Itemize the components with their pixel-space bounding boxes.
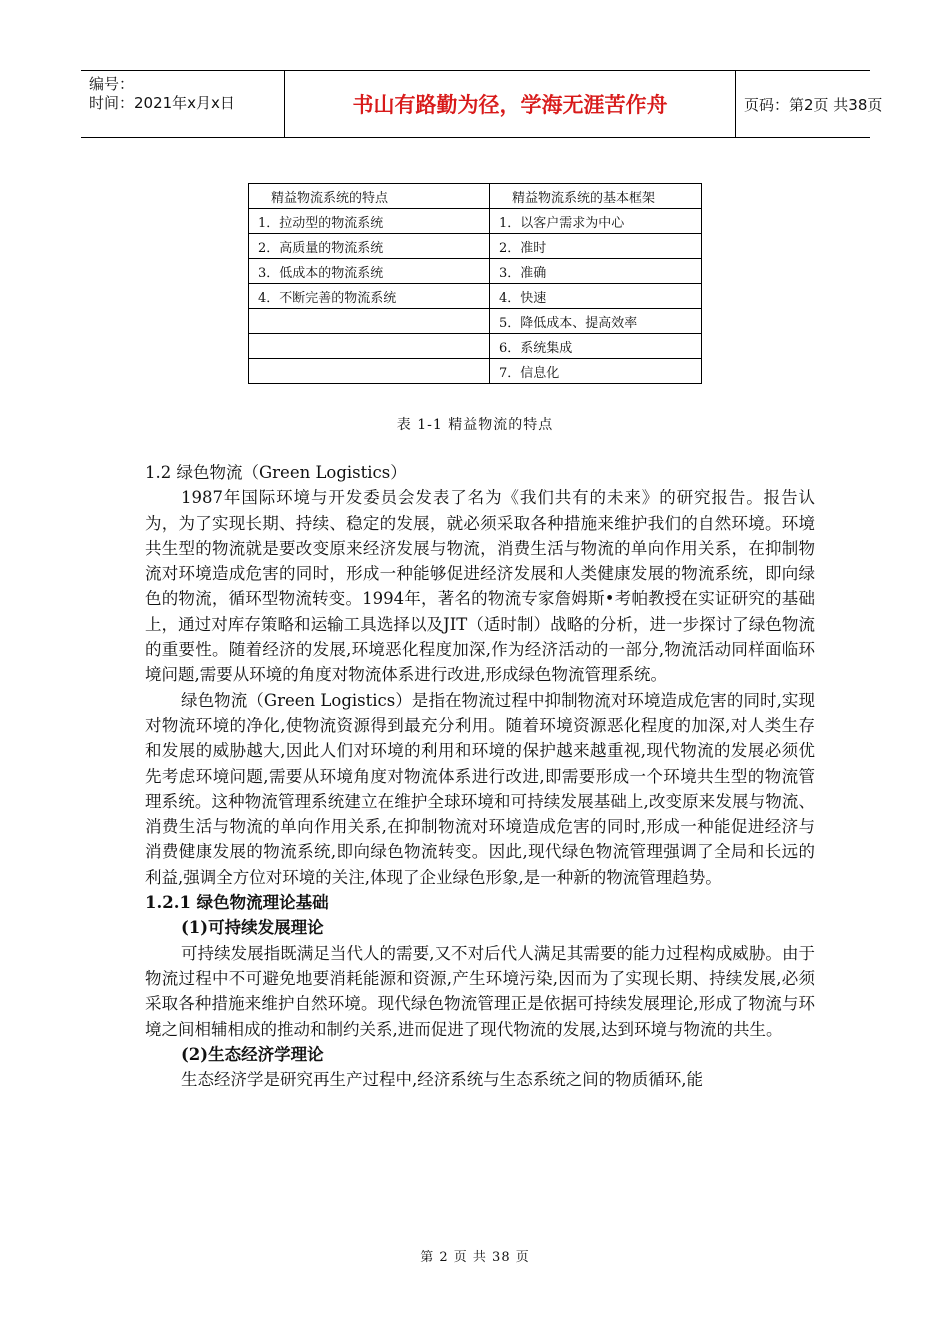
paragraph: 可持续发展指既满足当代人的需要,又不对后代人满足其需要的能力过程构成威胁。由于物流过程中不可避免地要消耗能源和资源,产生环境污染,因而为了实现长期、持续发展,必须采取各种措施来维护自然环境。现代绿色物流管理正是依据可持续发展理论,形成了物流与环境之间相辅相成的推动和制约关系,进而促进了现代物流的发展,达到环境与物流的共生。 — [145, 943, 815, 1039]
document-number-label: 编号： — [89, 75, 135, 93]
table-row — [249, 209, 702, 234]
table-row — [249, 234, 702, 259]
table-cell: 6．系统集成 — [490, 334, 702, 359]
header-page-info: 页码：第2页 共38页 — [744, 95, 883, 114]
body-text — [145, 460, 815, 1092]
table-row — [249, 334, 702, 359]
table-cell — [249, 309, 490, 334]
page-header — [81, 70, 883, 138]
table-cell — [249, 359, 490, 384]
paragraph: 1987年国际环境与开发委员会发表了名为《我们共有的未来》的研究报告。报告认为，为了实现长期、持续、稳定的发展，就必须采取各种措施来维护我们的自然环境。环境共生型的物流就是要改变原来经济发展与物流，消费生活与物流的单向作用关系，在抑制物流对环境造成危害的同时，形成一种能够促进经济发展和人类健康发展的物流系统，即向绿色的物流，循环型物流转变。1994年，著名的物流专家詹姆斯•考帕教授在实证研究的基础上，通过对库存策略和运输工具选择以及JIT（适时制）战略的分析，进一步探讨了绿色物流的重要性。随着经济的发展,环境恶化程度加深,作为经济活动的一部分,物流活动同样面临环境问题,需要从环境的角度对物流体系进行改进,形成绿色物流管理系统。 — [145, 488, 815, 685]
table-cell: 1．拉动型的物流系统 — [249, 209, 490, 234]
table-header-cell: 精益物流系统的基本框架 — [490, 184, 702, 209]
subsection-title: 1.2.1 绿色物流理论基础 — [145, 893, 329, 913]
paragraph: 绿色物流（Green Logistics）是指在物流过程中抑制物流对环境造成危害的同时,实现对物流环境的净化,使物流资源得到最充分利用。随着环境资源恶化程度的加深,对人类生存和发展的威胁越大,因此人们对环境的利用和环境的保护越来越重视,现代物流的发展必须优先考虑环境问题,需要从环境角度对物流体系进行改进,即需要形成一个环境共生型的物流管理系统。这种物流管理系统建立在维护全球环境和可持续发展基础上,改变原来发展与物流、消费生活与物流的单向作用关系,在抑制物流对环境造成危害的同时,形成一种能促进经济与消费健康发展的物流系统,即向绿色物流转变。因此,现代绿色物流管理强调了全局和长远的利益,强调全方位对环境的关注,体现了企业绿色形象,是一种新的物流管理趋势。 — [145, 690, 815, 887]
header-meta — [81, 71, 284, 137]
section-title: 1.2 绿色物流（Green Logistics） — [145, 463, 407, 482]
table-cell: 4．快速 — [490, 284, 702, 309]
date-label: 时间：2021年x月x日 — [89, 94, 235, 112]
table-cell: 4．不断完善的物流系统 — [249, 284, 490, 309]
table-row — [249, 259, 702, 284]
table-caption: 表 1-1 精益物流的特点 — [396, 417, 554, 433]
table-cell: 3．准确 — [490, 259, 702, 284]
table-row — [249, 309, 702, 334]
table-header-row — [249, 184, 702, 209]
table-cell: 2．准时 — [490, 234, 702, 259]
item-title: (1)可持续发展理论 — [181, 918, 324, 938]
table-header-cell: 精益物流系统的特点 — [249, 184, 490, 209]
table-cell: 7．信息化 — [490, 359, 702, 384]
lean-logistics-table — [248, 183, 702, 384]
paragraph: 生态经济学是研究再生产过程中,经济系统与生态系统之间的物质循环,能 — [181, 1070, 703, 1090]
table-cell: 5．降低成本、提高效率 — [490, 309, 702, 334]
table-cell: 1．以客户需求为中心 — [490, 209, 702, 234]
table-cell: 3．低成本的物流系统 — [249, 259, 490, 284]
table-cell — [249, 334, 490, 359]
table-row — [249, 284, 702, 309]
item-title: (2)生态经济学理论 — [181, 1044, 324, 1064]
table-row — [249, 359, 702, 384]
page-footer: 第 2 页 共 38 页 — [420, 1250, 530, 1265]
header-motto: 书山有路勤为径，学海无涯苦作舟 — [284, 71, 736, 137]
table-cell: 2．高质量的物流系统 — [249, 234, 490, 259]
